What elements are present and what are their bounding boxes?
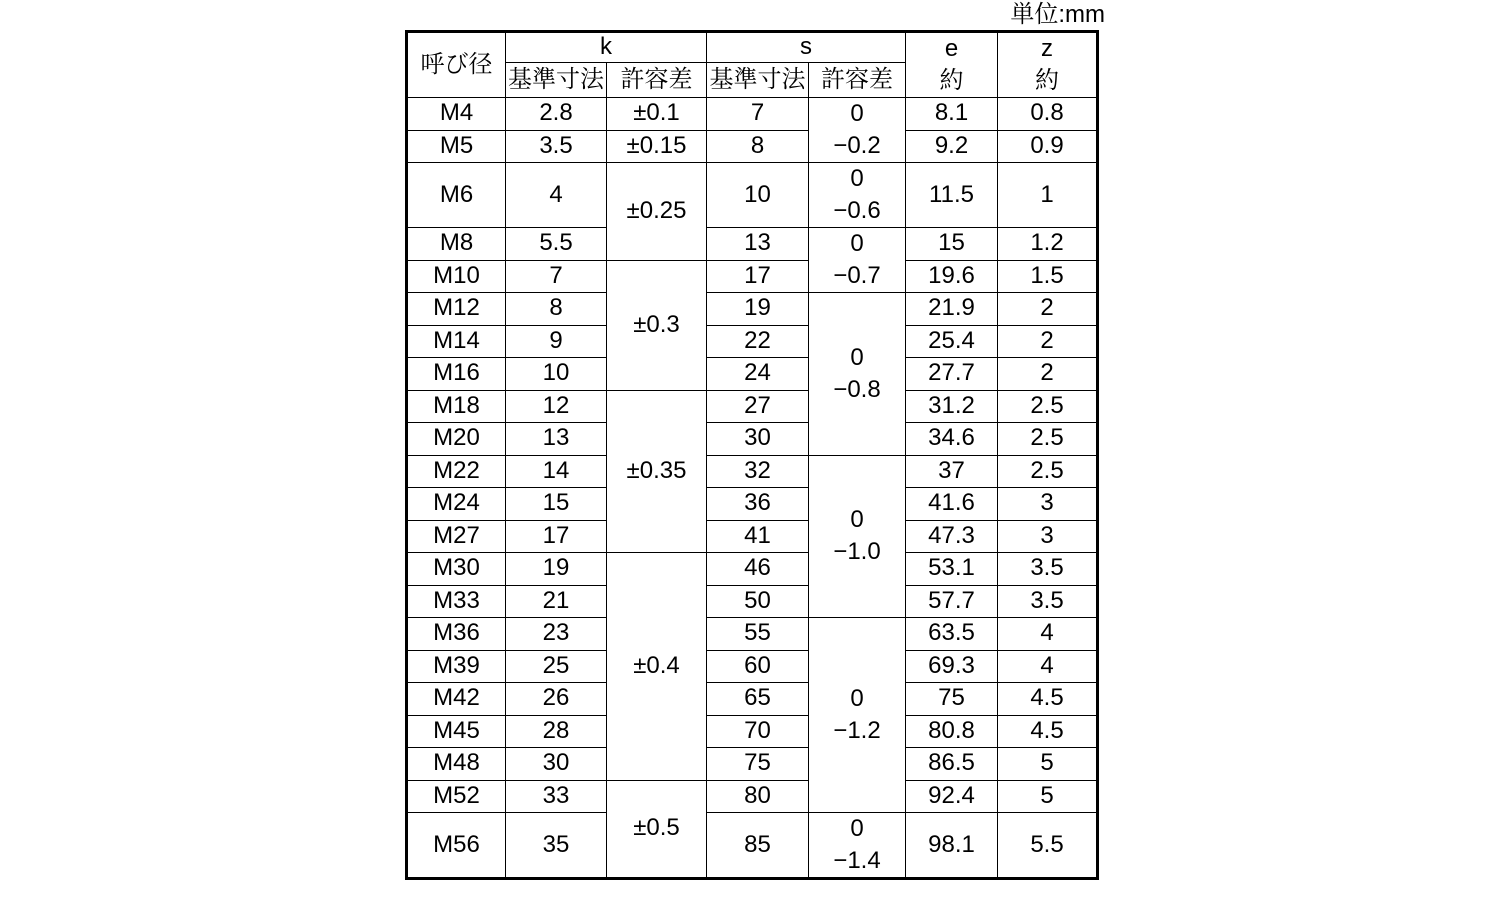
header-z xyxy=(998,32,1098,98)
cell-z-approx: 2.5 xyxy=(998,390,1098,423)
cell-z-approx: 5.5 xyxy=(998,813,1098,879)
cell-nominal-diameter: M45 xyxy=(407,715,506,748)
cell-e-approx: 41.6 xyxy=(906,488,998,521)
cell-k-basic-dimension: 10 xyxy=(506,358,607,391)
cell-k-tolerance: ±0.1 xyxy=(607,98,707,131)
cell-k-basic-dimension: 14 xyxy=(506,455,607,488)
cell-e-approx: 34.6 xyxy=(906,423,998,456)
header-e-symbol: e xyxy=(944,35,959,62)
cell-s-basic-dimension: 36 xyxy=(707,488,809,521)
cell-z-approx: 1.2 xyxy=(998,228,1098,261)
table-row xyxy=(407,390,1098,423)
cell-s-basic-dimension: 70 xyxy=(707,715,809,748)
cell-z-approx: 3.5 xyxy=(998,553,1098,586)
cell-s-basic-dimension: 50 xyxy=(707,585,809,618)
table-row xyxy=(407,455,1098,488)
cell-k-tolerance: ±0.3 xyxy=(607,260,707,390)
cell-s-basic-dimension: 41 xyxy=(707,520,809,553)
table-row xyxy=(407,163,1098,228)
cell-z-approx: 2 xyxy=(998,358,1098,391)
cell-nominal-diameter: M6 xyxy=(407,163,506,228)
table-row xyxy=(407,520,1098,553)
cell-k-basic-dimension: 35 xyxy=(506,813,607,879)
cell-nominal-diameter: M52 xyxy=(407,780,506,813)
cell-s-basic-dimension: 22 xyxy=(707,325,809,358)
cell-s-tolerance: 0 −1.0 xyxy=(809,455,906,618)
cell-k-tolerance: ±0.35 xyxy=(607,390,707,553)
cell-nominal-diameter: M42 xyxy=(407,683,506,716)
cell-z-approx: 3 xyxy=(998,520,1098,553)
cell-e-approx: 9.2 xyxy=(906,130,998,163)
cell-s-tolerance: 0 −0.2 xyxy=(809,98,906,163)
table-row xyxy=(407,780,1098,813)
cell-z-approx: 0.8 xyxy=(998,98,1098,131)
cell-e-approx: 98.1 xyxy=(906,813,998,879)
cell-s-basic-dimension: 32 xyxy=(707,455,809,488)
cell-s-basic-dimension: 80 xyxy=(707,780,809,813)
cell-e-approx: 19.6 xyxy=(906,260,998,293)
cell-k-basic-dimension: 25 xyxy=(506,650,607,683)
table-row xyxy=(407,98,1098,131)
cell-nominal-diameter: M8 xyxy=(407,228,506,261)
cell-k-basic-dimension: 30 xyxy=(506,748,607,781)
cell-k-basic-dimension: 21 xyxy=(506,585,607,618)
cell-nominal-diameter: M24 xyxy=(407,488,506,521)
cell-k-basic-dimension: 7 xyxy=(506,260,607,293)
cell-s-basic-dimension: 46 xyxy=(707,553,809,586)
cell-k-basic-dimension: 15 xyxy=(506,488,607,521)
cell-s-basic-dimension: 85 xyxy=(707,813,809,879)
table-row xyxy=(407,130,1098,163)
cell-e-approx: 15 xyxy=(906,228,998,261)
cell-z-approx: 2.5 xyxy=(998,455,1098,488)
cell-e-approx: 31.2 xyxy=(906,390,998,423)
table-row xyxy=(407,488,1098,521)
cell-z-approx: 1 xyxy=(998,163,1098,228)
cell-z-approx: 4.5 xyxy=(998,715,1098,748)
cell-z-approx: 5 xyxy=(998,748,1098,781)
table-header xyxy=(407,32,1098,98)
table-row xyxy=(407,813,1098,879)
cell-e-approx: 57.7 xyxy=(906,585,998,618)
cell-nominal-diameter: M18 xyxy=(407,390,506,423)
header-s-basic-dimension: 基準寸法 xyxy=(707,62,809,97)
cell-s-tolerance: 0 −0.8 xyxy=(809,293,906,456)
table-row xyxy=(407,358,1098,391)
cell-nominal-diameter: M39 xyxy=(407,650,506,683)
cell-e-approx: 47.3 xyxy=(906,520,998,553)
cell-k-basic-dimension: 5.5 xyxy=(506,228,607,261)
cell-z-approx: 2.5 xyxy=(998,423,1098,456)
header-group-k: k xyxy=(506,32,707,63)
cell-s-basic-dimension: 75 xyxy=(707,748,809,781)
cell-z-approx: 1.5 xyxy=(998,260,1098,293)
table-row xyxy=(407,748,1098,781)
cell-k-basic-dimension: 4 xyxy=(506,163,607,228)
header-group-s: s xyxy=(707,32,906,63)
cell-e-approx: 27.7 xyxy=(906,358,998,391)
cell-e-approx: 75 xyxy=(906,683,998,716)
cell-e-approx: 86.5 xyxy=(906,748,998,781)
cell-nominal-diameter: M36 xyxy=(407,618,506,651)
table-row xyxy=(407,260,1098,293)
cell-k-basic-dimension: 13 xyxy=(506,423,607,456)
cell-nominal-diameter: M12 xyxy=(407,293,506,326)
cell-k-basic-dimension: 3.5 xyxy=(506,130,607,163)
cell-s-basic-dimension: 60 xyxy=(707,650,809,683)
table-row xyxy=(407,325,1098,358)
cell-s-basic-dimension: 55 xyxy=(707,618,809,651)
table-row xyxy=(407,715,1098,748)
cell-nominal-diameter: M27 xyxy=(407,520,506,553)
cell-nominal-diameter: M14 xyxy=(407,325,506,358)
header-k-basic-dimension: 基準寸法 xyxy=(506,62,607,97)
header-e xyxy=(906,32,998,98)
cell-s-basic-dimension: 13 xyxy=(707,228,809,261)
cell-k-basic-dimension: 8 xyxy=(506,293,607,326)
cell-nominal-diameter: M30 xyxy=(407,553,506,586)
cell-k-basic-dimension: 12 xyxy=(506,390,607,423)
cell-e-approx: 69.3 xyxy=(906,650,998,683)
cell-k-tolerance: ±0.15 xyxy=(607,130,707,163)
table-row xyxy=(407,293,1098,326)
table-row xyxy=(407,228,1098,261)
table-row xyxy=(407,585,1098,618)
header-z-symbol: z xyxy=(1041,35,1053,62)
cell-k-basic-dimension: 19 xyxy=(506,553,607,586)
table-row xyxy=(407,650,1098,683)
cell-e-approx: 11.5 xyxy=(906,163,998,228)
table-row xyxy=(407,423,1098,456)
header-s-tolerance: 許容差 xyxy=(809,62,906,97)
cell-z-approx: 4 xyxy=(998,618,1098,651)
cell-z-approx: 2 xyxy=(998,293,1098,326)
cell-k-basic-dimension: 23 xyxy=(506,618,607,651)
cell-z-approx: 3.5 xyxy=(998,585,1098,618)
dimension-table xyxy=(405,30,1099,880)
cell-k-basic-dimension: 33 xyxy=(506,780,607,813)
cell-nominal-diameter: M10 xyxy=(407,260,506,293)
cell-e-approx: 37 xyxy=(906,455,998,488)
cell-s-tolerance: 0 −1.2 xyxy=(809,618,906,813)
table-row xyxy=(407,683,1098,716)
cell-k-basic-dimension: 2.8 xyxy=(506,98,607,131)
cell-z-approx: 5 xyxy=(998,780,1098,813)
cell-nominal-diameter: M48 xyxy=(407,748,506,781)
cell-z-approx: 4.5 xyxy=(998,683,1098,716)
cell-k-tolerance: ±0.25 xyxy=(607,163,707,261)
cell-e-approx: 21.9 xyxy=(906,293,998,326)
header-e-approx: 約 xyxy=(939,67,964,94)
cell-k-basic-dimension: 28 xyxy=(506,715,607,748)
cell-k-basic-dimension: 26 xyxy=(506,683,607,716)
cell-s-basic-dimension: 65 xyxy=(707,683,809,716)
cell-s-basic-dimension: 8 xyxy=(707,130,809,163)
cell-s-basic-dimension: 24 xyxy=(707,358,809,391)
cell-nominal-diameter: M16 xyxy=(407,358,506,391)
cell-e-approx: 53.1 xyxy=(906,553,998,586)
table-row xyxy=(407,553,1098,586)
cell-e-approx: 80.8 xyxy=(906,715,998,748)
cell-z-approx: 0.9 xyxy=(998,130,1098,163)
cell-s-tolerance: 0 −1.4 xyxy=(809,813,906,879)
header-z-approx: 約 xyxy=(1035,67,1059,94)
unit-label: 単位:mm xyxy=(1010,1,1105,28)
cell-z-approx: 4 xyxy=(998,650,1098,683)
cell-e-approx: 92.4 xyxy=(906,780,998,813)
cell-s-tolerance: 0 −0.7 xyxy=(809,228,906,293)
cell-nominal-diameter: M20 xyxy=(407,423,506,456)
cell-e-approx: 25.4 xyxy=(906,325,998,358)
cell-e-approx: 63.5 xyxy=(906,618,998,651)
cell-s-tolerance: 0 −0.6 xyxy=(809,163,906,228)
header-k-tolerance: 許容差 xyxy=(607,62,707,97)
table-row xyxy=(407,618,1098,651)
cell-s-basic-dimension: 19 xyxy=(707,293,809,326)
cell-e-approx: 8.1 xyxy=(906,98,998,131)
cell-nominal-diameter: M5 xyxy=(407,130,506,163)
cell-k-basic-dimension: 17 xyxy=(506,520,607,553)
cell-nominal-diameter: M56 xyxy=(407,813,506,879)
cell-z-approx: 2 xyxy=(998,325,1098,358)
cell-z-approx: 3 xyxy=(998,488,1098,521)
cell-k-basic-dimension: 9 xyxy=(506,325,607,358)
cell-s-basic-dimension: 17 xyxy=(707,260,809,293)
table-body xyxy=(407,98,1098,879)
cell-nominal-diameter: M22 xyxy=(407,455,506,488)
cell-s-basic-dimension: 30 xyxy=(707,423,809,456)
cell-s-basic-dimension: 27 xyxy=(707,390,809,423)
cell-nominal-diameter: M33 xyxy=(407,585,506,618)
cell-s-basic-dimension: 10 xyxy=(707,163,809,228)
cell-nominal-diameter: M4 xyxy=(407,98,506,131)
cell-k-tolerance: ±0.5 xyxy=(607,780,707,879)
cell-k-tolerance: ±0.4 xyxy=(607,553,707,781)
header-nominal-diameter: 呼び径 xyxy=(407,32,506,98)
cell-s-basic-dimension: 7 xyxy=(707,98,809,131)
